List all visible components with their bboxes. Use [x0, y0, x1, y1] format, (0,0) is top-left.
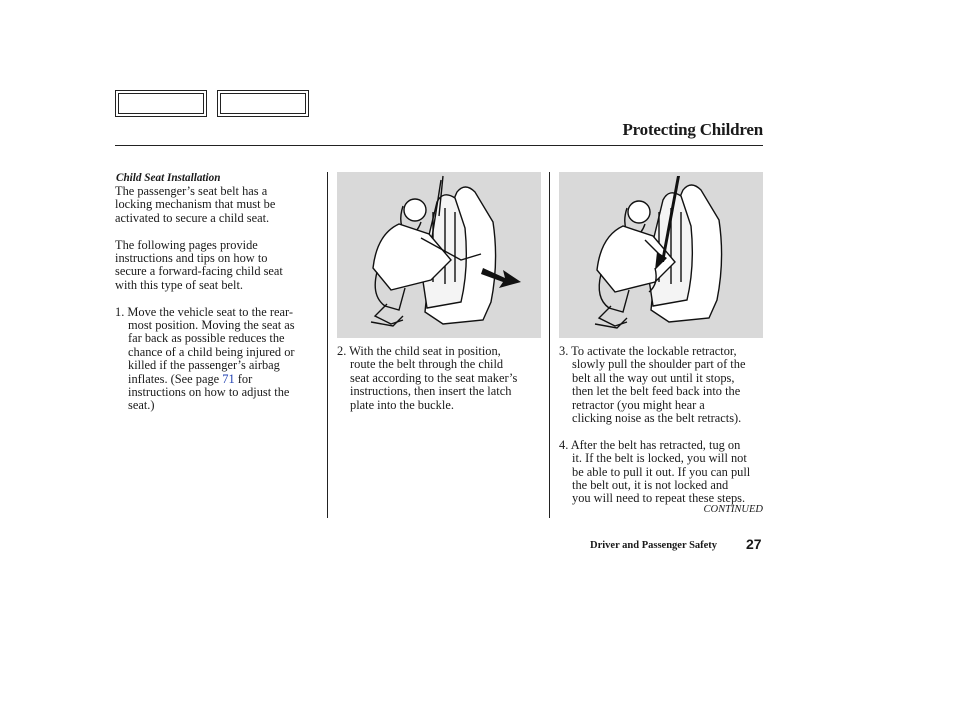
page-title: Protecting Children	[622, 120, 763, 139]
column-divider-2	[549, 172, 550, 518]
step-1	[115, 306, 320, 413]
text-line: 3. To activate the lockable retractor,	[559, 344, 737, 358]
text-line: activated to secure a child seat.	[115, 210, 270, 225]
text-line: killed if the passenger’s airbag	[128, 358, 280, 373]
text-line: chance of a child being injured or	[128, 344, 295, 359]
column-divider-1	[327, 172, 328, 518]
text-line: instructions and tips on how to	[115, 251, 268, 266]
text-line: the belt out, it is not locked and	[572, 478, 729, 493]
text-line: with this type of seat belt.	[115, 277, 244, 292]
text-line: clicking noise as the belt retracts).	[572, 411, 742, 426]
retractor-lock-icon	[559, 172, 763, 338]
page-number: 27	[746, 536, 762, 552]
text-line: it. If the belt is locked, you will not	[572, 451, 747, 466]
step-2	[337, 345, 547, 412]
retractor-lock-illustration	[559, 172, 763, 338]
text-line: seat according to the seat maker’s	[350, 370, 518, 385]
page-71-link[interactable]: 71	[222, 371, 235, 386]
text-line: inflates. (See page 71 for	[128, 371, 253, 386]
text-line: plate into the buckle.	[350, 397, 454, 412]
text-line: then let the belt feed back into the	[572, 384, 741, 399]
text-line: instructions on how to adjust the	[128, 385, 290, 400]
step-4	[559, 439, 769, 506]
text-line: instructions, then insert the latch	[350, 384, 512, 399]
text-line: The following pages provide	[115, 237, 258, 252]
text-line: 4. After the belt has retracted, tug on	[559, 437, 741, 452]
text-line: retractor (you might hear a	[572, 397, 705, 412]
text-line: most position. Moving the seat as	[128, 318, 295, 333]
column-3-text	[559, 345, 769, 506]
text-line: 2. With the child seat in position,	[337, 344, 501, 358]
text-line: locking mechanism that must be	[115, 197, 276, 212]
text-line: far back as possible reduces the	[128, 331, 285, 346]
continued-label: CONTINUED	[703, 504, 763, 515]
column-2-text	[337, 345, 547, 412]
intro-paragraph	[115, 185, 320, 225]
text-line: you will need to repeat these steps.	[572, 491, 746, 506]
overview-paragraph	[115, 239, 320, 293]
nav-button-1[interactable]	[115, 90, 207, 117]
child-seat-routing-icon	[337, 172, 541, 338]
text-line: seat.)	[128, 398, 155, 413]
text-line: slowly pull the shoulder part of the	[572, 357, 746, 372]
text-line: belt all the way out until it stops,	[572, 370, 735, 385]
child-seat-routing-illustration	[337, 172, 541, 338]
footer-section-title: Driver and Passenger Safety	[590, 540, 718, 551]
section-subheading: Child Seat Installation	[116, 172, 221, 184]
step-3	[559, 345, 769, 425]
text-line: The passenger’s seat belt has a	[115, 184, 268, 198]
text-line: 1. Move the vehicle seat to the rear-	[115, 304, 293, 319]
text-line: be able to pull it out. If you can pull	[572, 464, 751, 479]
column-1-text	[115, 185, 320, 413]
title-divider	[115, 145, 763, 146]
text-line: route the belt through the child	[350, 357, 504, 372]
nav-button-2[interactable]	[217, 90, 309, 117]
text-line: secure a forward-facing child seat	[115, 264, 283, 279]
